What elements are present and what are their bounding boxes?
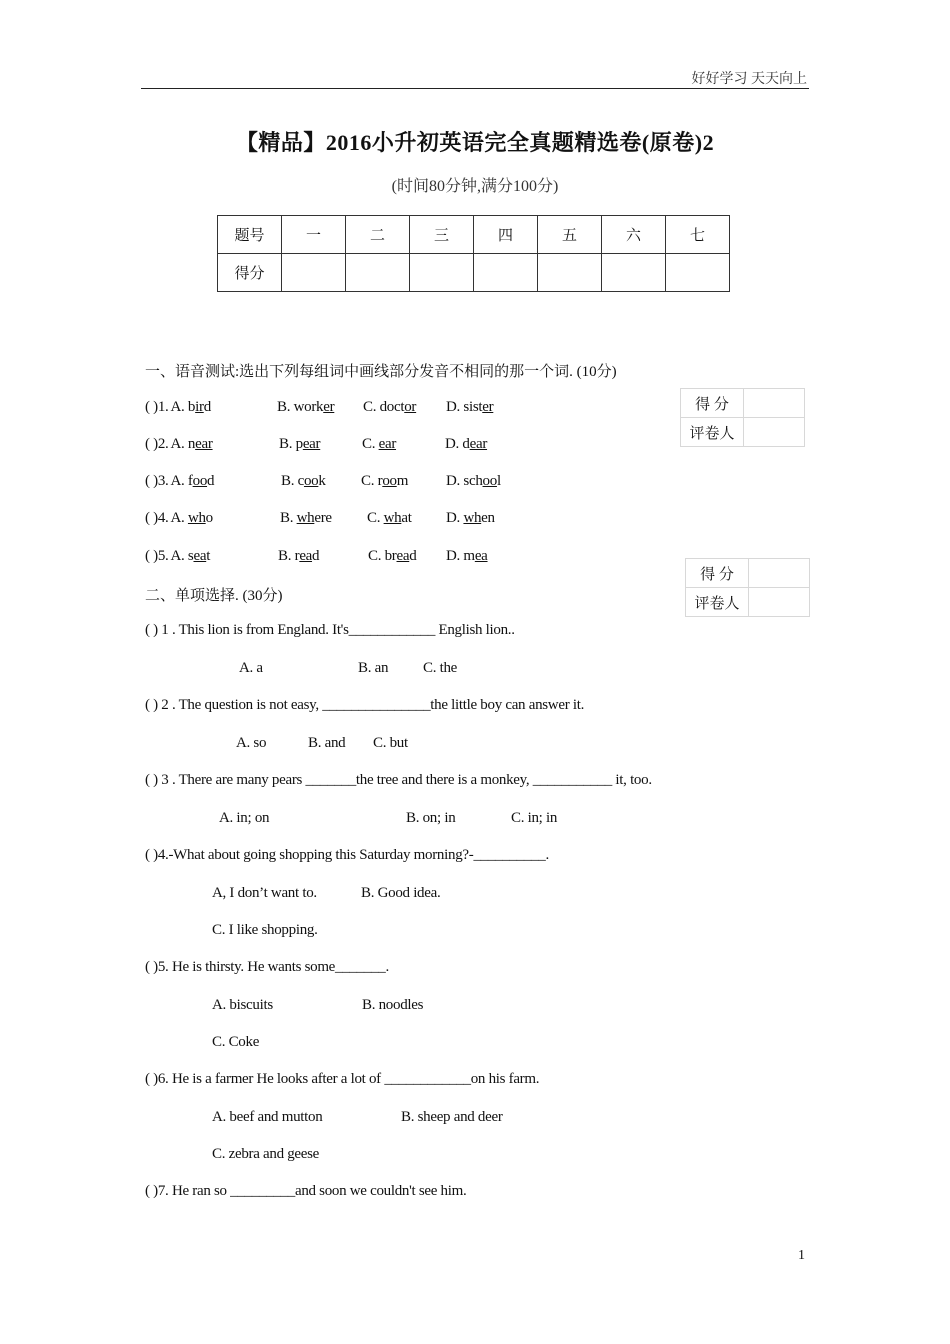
mc-q1-option-b: B. an: [358, 660, 389, 676]
mc-q2-option-a: A. so: [236, 735, 267, 751]
score-table-score-row: [218, 254, 730, 292]
option-a: A. bird: [170, 399, 211, 415]
score-table-cell: 六: [602, 216, 666, 254]
mc-q6-option-c: C. zebra and geese: [212, 1146, 320, 1162]
section1-heading: 一、语音测试:选出下列每组词中画线部分发音不相同的那一个词. (10分): [145, 364, 617, 380]
option-b: B. cook: [281, 473, 326, 489]
option-c: C. ear: [362, 436, 397, 452]
mc-q1-option-a: A. a: [239, 660, 263, 676]
option-a: A. food: [170, 473, 215, 489]
question-number: ( )5.: [145, 548, 169, 564]
option-d: D. sister: [446, 399, 494, 415]
option-b: B. worker: [277, 399, 335, 415]
question-number: ( )1.: [145, 399, 169, 415]
score-blank-cell[interactable]: [282, 254, 346, 292]
score-blank-cell[interactable]: [346, 254, 410, 292]
page-title: 【精品】2016小升初英语完全真题精选卷(原卷)2: [235, 130, 715, 155]
mc-question-5-stem: ( )5. He is thirsty. He wants some_______.: [145, 959, 389, 975]
phonetic-question-2: [145, 436, 213, 453]
mc-q2-option-b: B. and: [308, 735, 346, 751]
score-table-header-row: [218, 216, 730, 254]
side-score-blank[interactable]: [749, 559, 810, 588]
option-d: D. mea: [446, 548, 488, 564]
mc-q4-option-b: B. Good idea.: [361, 885, 441, 901]
mc-question-3-stem: ( ) 3 . There are many pears _______the tree and there is a monkey, ___________ it, too.: [145, 772, 652, 788]
mc-q6-option-b: B. sheep and deer: [401, 1109, 503, 1125]
side-grader-label: 评卷人: [681, 418, 744, 447]
option-d: D. school: [446, 473, 501, 489]
score-table-cell: 题号: [218, 216, 282, 254]
phonetic-question-3: [145, 473, 214, 490]
option-a: A. who: [170, 510, 213, 526]
score-table-cell: 五: [538, 216, 602, 254]
option-d: D. dear: [445, 436, 488, 452]
mc-question-1-stem: ( ) 1 . This lion is from England. It's____________ English lion..: [145, 622, 515, 638]
question-number: ( )2.: [145, 436, 169, 452]
side-score-box-2: [685, 558, 810, 617]
side-score-box-1: [680, 388, 805, 447]
mc-question-7-stem: ( )7. He ran so _________and soon we couldn't see him.: [145, 1183, 467, 1199]
option-a: A. near: [170, 436, 213, 452]
phonetic-question-4: [145, 510, 213, 527]
question-number: ( )3.: [145, 473, 169, 489]
side-score-blank[interactable]: [744, 389, 805, 418]
option-c: C. doctor: [363, 399, 417, 415]
header-motto: 好好学习 天天向上: [691, 72, 807, 87]
mc-q5-option-c: C. Coke: [212, 1034, 260, 1050]
phonetic-question-5: [145, 548, 210, 565]
option-b: B. where: [280, 510, 332, 526]
page-number: 1: [798, 1248, 805, 1263]
option-d: D. when: [446, 510, 495, 526]
score-table-cell: 一: [282, 216, 346, 254]
question-number: ( )4.: [145, 510, 169, 526]
score-table-cell: 七: [666, 216, 730, 254]
mc-q5-option-b: B. noodles: [362, 997, 424, 1013]
mc-q3-option-c: C. in; in: [511, 810, 558, 826]
score-table-cell: 三: [410, 216, 474, 254]
mc-question-4-stem: ( )4.-What about going shopping this Saturday morning?-__________.: [145, 847, 549, 863]
score-table: [217, 215, 730, 292]
mc-q1-option-c: C. the: [423, 660, 458, 676]
header-rule: [141, 88, 809, 89]
side-score-label: 得 分: [686, 559, 749, 588]
option-c: C. what: [367, 510, 412, 526]
side-grader-label: 评卷人: [686, 588, 749, 617]
option-c: C. bread: [368, 548, 417, 564]
mc-q3-option-b: B. on; in: [406, 810, 456, 826]
score-blank-cell[interactable]: [538, 254, 602, 292]
mc-q4-option-c: C. I like shopping.: [212, 922, 318, 938]
mc-q4-option-a: A, I don’t want to.: [212, 885, 317, 901]
mc-q2-option-c: C. but: [373, 735, 408, 751]
mc-question-6-stem: ( )6. He is a farmer He looks after a lot of ____________on his farm.: [145, 1071, 540, 1087]
side-grader-blank[interactable]: [744, 418, 805, 447]
section2-heading: 二、单项选择. (30分): [145, 588, 283, 604]
side-grader-blank[interactable]: [749, 588, 810, 617]
mc-question-2-stem: ( ) 2 . The question is not easy, _______________the little boy can answer it.: [145, 697, 585, 713]
phonetic-question-1: [145, 399, 211, 416]
mc-q5-option-a: A. biscuits: [212, 997, 273, 1013]
option-c: C. room: [361, 473, 409, 489]
page-subtitle: (时间80分钟,满分100分): [391, 178, 559, 195]
score-table-cell: 得分: [218, 254, 282, 292]
option-b: B. read: [278, 548, 320, 564]
score-table-cell: 四: [474, 216, 538, 254]
score-table-cell: 二: [346, 216, 410, 254]
score-blank-cell[interactable]: [474, 254, 538, 292]
option-b: B. pear: [279, 436, 321, 452]
mc-q6-option-a: A. beef and mutton: [212, 1109, 323, 1125]
side-score-label: 得 分: [681, 389, 744, 418]
score-blank-cell[interactable]: [602, 254, 666, 292]
score-blank-cell[interactable]: [410, 254, 474, 292]
score-blank-cell[interactable]: [666, 254, 730, 292]
option-a: A. seat: [170, 548, 211, 564]
mc-q3-option-a: A. in; on: [219, 810, 270, 826]
